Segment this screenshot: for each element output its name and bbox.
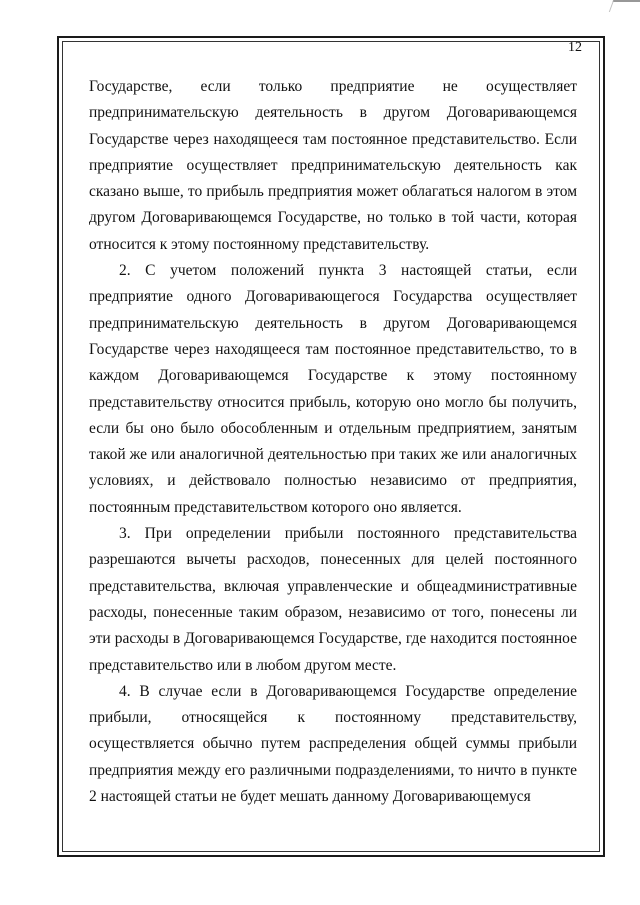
paragraph-continuation: Государстве, если только предприятие не осуществляет предпринимательскую деятельность в другом Договаривающемся Государстве через находящееся там постоянное представительство. Если предприятие осуществляет предпринимательскую деятельность как сказано выше, то прибыль предприятия может облагаться налогом в этом другом Договаривающемся Государстве, но только в той части, которая относится к этому постоянному представительству. (89, 78, 577, 253)
document-body (89, 74, 577, 810)
page-number: 12 (568, 40, 582, 55)
paragraph-4: 4. В случае если в Договаривающемся Государстве определение прибыли, относящейся к постоянному представительству, осуществляется обычно путем распределения общей суммы прибыли предприятия между его различными подразделениями, то ничто в пункте 2 настоящей статьи не будет мешать данному Договаривающемуся (89, 682, 577, 806)
scan-corner-mark (609, 0, 640, 12)
paragraph-2: 2. С учетом положений пункта 3 настоящей статьи, если предприятие одного Договаривающегося Государства осуществляет предпринимательскую деятельность в другом Договаривающемся Государстве через находящееся там постоянное представительство, то в каждом Договаривающемся Государстве к этому постоянному представительству относится прибыль, которую оно могло бы получить, если бы оно было обособленным и отдельным предприятием, занятым такой же или аналогичной деятельностью при таких же или аналогичных условиях, и действовало полностью независимо от предприятия, постоянным представительством которого оно является. (89, 262, 577, 516)
paragraph-3: 3. При определении прибыли постоянного представительства разрешаются вычеты расходов, понесенных для целей постоянного представительства, включая управленческие и общеадминистративные расходы, понесенные таким образом, независимо от того, понесены ли эти расходы в Договаривающемся Государстве, где находится постоянное представительство или в любом другом месте. (89, 525, 577, 674)
